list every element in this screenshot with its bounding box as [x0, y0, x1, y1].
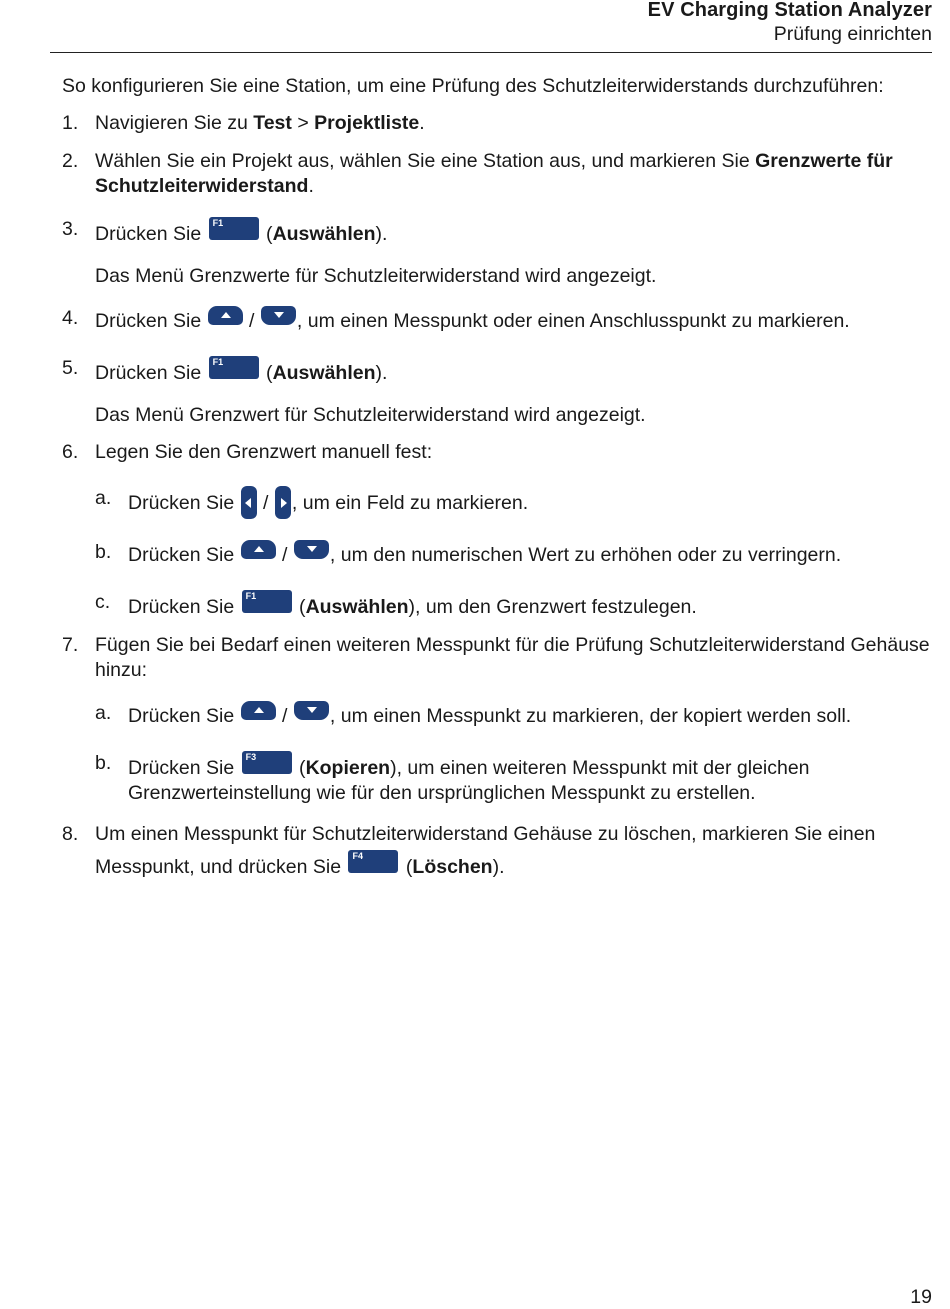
step-text: Drücken Sie: [95, 223, 207, 245]
step-text: >: [291, 112, 315, 134]
step-text: Drücken Sie: [95, 362, 207, 384]
up-arrow-key-icon: [241, 540, 276, 559]
substep-6a: [95, 486, 937, 519]
step-text: (: [400, 856, 413, 878]
separator: /: [257, 492, 274, 514]
document-title: EV Charging Station Analyzer: [647, 0, 932, 21]
substep-letter: b.: [95, 541, 112, 563]
f1-key-icon: F1: [209, 356, 259, 379]
step-note: Das Menü Grenzwert für Schutzleiterwiderstand wird angezeigt.: [95, 404, 646, 426]
down-arrow-key-icon: [294, 701, 329, 720]
up-arrow-key-icon: [208, 306, 243, 325]
step-text: Fügen Sie bei Bedarf einen weiteren Messpunkt für die Prüfung Schutzleiterwiderstand Gehäuse hinzu:: [95, 634, 930, 681]
step-number: 8.: [62, 823, 79, 845]
step-text: ).: [492, 856, 505, 878]
section-title: Prüfung einrichten: [773, 23, 932, 45]
step-text: Um einen Messpunkt für Schutzleiterwiderstand Gehäuse zu löschen, markieren Sie einen Messpunkt, und drücken Sie: [95, 823, 876, 878]
left-arrow-key-icon: [241, 486, 257, 519]
right-arrow-key-icon: [275, 486, 291, 519]
step-text: Drücken Sie: [128, 705, 240, 727]
page-content: [62, 74, 937, 883]
step-number: 5.: [62, 357, 79, 379]
step-text: Wählen Sie ein Projekt aus, wählen Sie eine Station aus, und markieren Sie: [95, 150, 756, 172]
step-text: (: [293, 596, 306, 618]
separator: /: [243, 310, 260, 332]
step-8: [62, 818, 937, 883]
step-text: .: [308, 175, 314, 197]
step-text: , um einen Messpunkt oder einen Anschlusspunkt zu markieren.: [296, 310, 850, 332]
header-rule: [50, 52, 932, 53]
step-4: [62, 306, 937, 334]
steps-list: [62, 111, 937, 883]
step-3: [62, 217, 937, 289]
step-text: ), um einen weiteren Messpunkt mit der gleichen Grenzwerteinstellung wie für den ursprünglichen Messpunkt zu erstellen.: [128, 757, 810, 804]
step-2: [62, 149, 937, 199]
step-1: [62, 111, 937, 136]
substep-6c: [95, 590, 937, 620]
step-text: (: [260, 223, 273, 245]
step-text: (: [260, 362, 273, 384]
up-arrow-key-icon: [241, 701, 276, 720]
menu-projektliste: Projektliste: [314, 112, 420, 134]
down-arrow-key-icon: [261, 306, 296, 325]
separator: /: [276, 544, 293, 566]
step-text: (: [293, 757, 306, 779]
step-number: 7.: [62, 634, 79, 656]
step-text: Drücken Sie: [128, 757, 240, 779]
substep-letter: c.: [95, 591, 111, 613]
down-arrow-key-icon: [294, 540, 329, 559]
step-6: [62, 440, 937, 620]
step-text: ), um den Grenzwert festzulegen.: [408, 596, 697, 618]
step-text: ).: [375, 362, 388, 384]
step-number: 2.: [62, 150, 79, 172]
softkey-kopieren: Kopieren: [305, 757, 391, 779]
step-text: Drücken Sie: [95, 310, 207, 332]
intro-text: So konfigurieren Sie eine Station, um eine Prüfung des Schutzleiterwiderstands durchzuführen:: [62, 75, 884, 97]
step-note: Das Menü Grenzwerte für Schutzleiterwiderstand wird angezeigt.: [95, 265, 657, 287]
step-number: 6.: [62, 441, 79, 463]
substep-6b: [95, 540, 937, 568]
softkey-auswaehlen: Auswählen: [305, 596, 409, 618]
step-text: Legen Sie den Grenzwert manuell fest:: [95, 441, 433, 463]
substep-letter: a.: [95, 487, 112, 509]
softkey-auswaehlen: Auswählen: [272, 362, 376, 384]
step-number: 3.: [62, 218, 79, 240]
step-text: Drücken Sie: [128, 596, 240, 618]
softkey-loeschen: Löschen: [412, 856, 493, 878]
menu-grenzwerte: Grenzwerte für Schutzleiterwiderstand: [95, 150, 893, 197]
step-text: , um einen Messpunkt zu markieren, der kopiert werden soll.: [329, 705, 852, 727]
step-text: , um ein Feld zu markieren.: [291, 492, 529, 514]
step-7: [62, 633, 937, 806]
separator: /: [276, 705, 293, 727]
page-number: 19: [910, 1286, 932, 1308]
f1-key-icon: F1: [242, 590, 292, 613]
step-5: [62, 356, 937, 428]
substep-7b: [95, 751, 937, 806]
substep-letter: a.: [95, 702, 112, 724]
step-text: Drücken Sie: [128, 544, 240, 566]
step-number: 4.: [62, 307, 79, 329]
softkey-auswaehlen: Auswählen: [272, 223, 376, 245]
step-text: , um den numerischen Wert zu erhöhen oder zu verringern.: [329, 544, 842, 566]
step-text: ).: [375, 223, 388, 245]
step-text: Drücken Sie: [128, 492, 240, 514]
step-text: .: [419, 112, 425, 134]
page-header: [648, 0, 932, 48]
step-number: 1.: [62, 112, 79, 134]
f3-key-icon: F3: [242, 751, 292, 774]
substep-letter: b.: [95, 752, 112, 774]
substep-7a: [95, 701, 937, 729]
menu-test: Test: [253, 112, 292, 134]
f4-key-icon: F4: [348, 850, 398, 873]
step-text: Navigieren Sie zu: [95, 112, 254, 134]
f1-key-icon: F1: [209, 217, 259, 240]
